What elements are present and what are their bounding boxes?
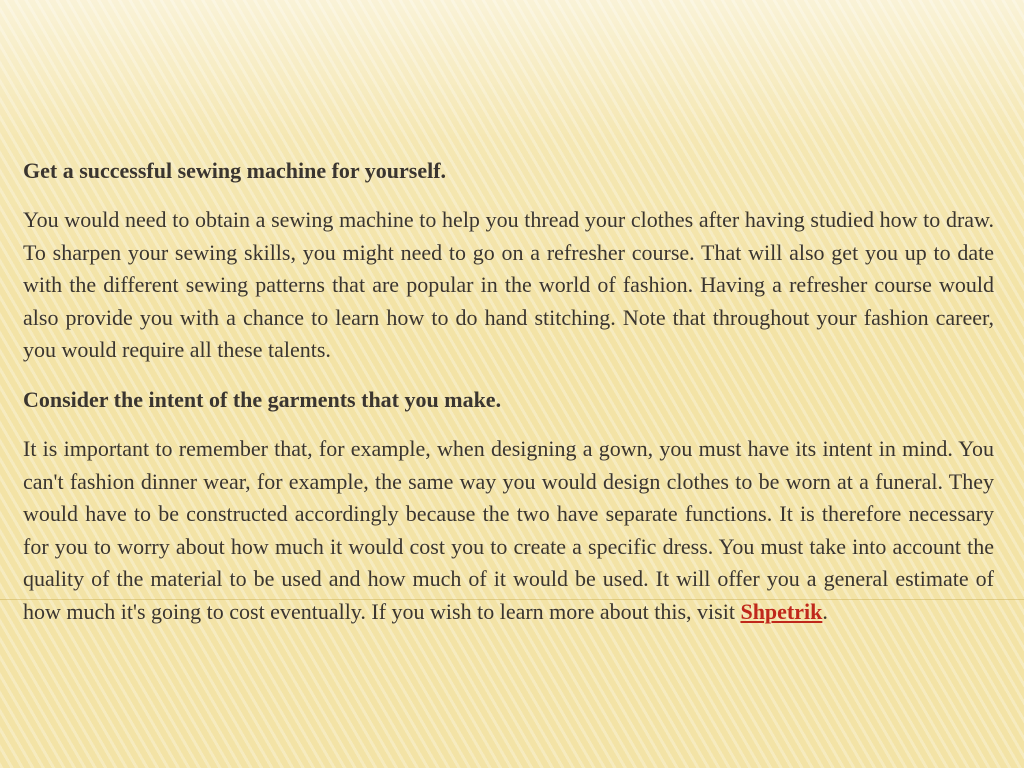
slide-content (23, 155, 994, 646)
section-heading-sewing-machine: Get a successful sewing machine for yourself. (23, 158, 447, 183)
section-body-sewing-machine: You would need to obtain a sewing machine to help you thread your clothes after having studied how to draw. To sharpen your sewing skills, you might need to go on a refresher course. That will also get you up to date with the different sewing patterns that are popular in the world of fashion. Having a refresher course would also provide you with a chance to learn how to do hand stitching. Note that throughout your fashion career, you would require all these talents. (23, 207, 994, 363)
section-heading-garment-intent: Consider the intent of the garments that you make. (23, 386, 502, 412)
garment-intent-text: It is important to remember that, for example, when designing a gown, you must have its intent in mind. You can't fashion dinner wear, for example, the same way you would design clothes to be worn at a funeral. They would have to be constructed accordingly because the two have separate functions. It is therefore necessary for you to worry about how much it would cost you to create a specific dress. You must take into account the quality of the material to be used and how much of it would be used. It will offer you a general estimate of how much it's going to cost eventually. If you wish to learn more about this, visit (23, 435, 994, 624)
shpetrik-link[interactable]: Shpetrik (740, 598, 823, 624)
garment-intent-text-end: . (822, 598, 828, 624)
section-body-garment-intent (23, 433, 994, 629)
